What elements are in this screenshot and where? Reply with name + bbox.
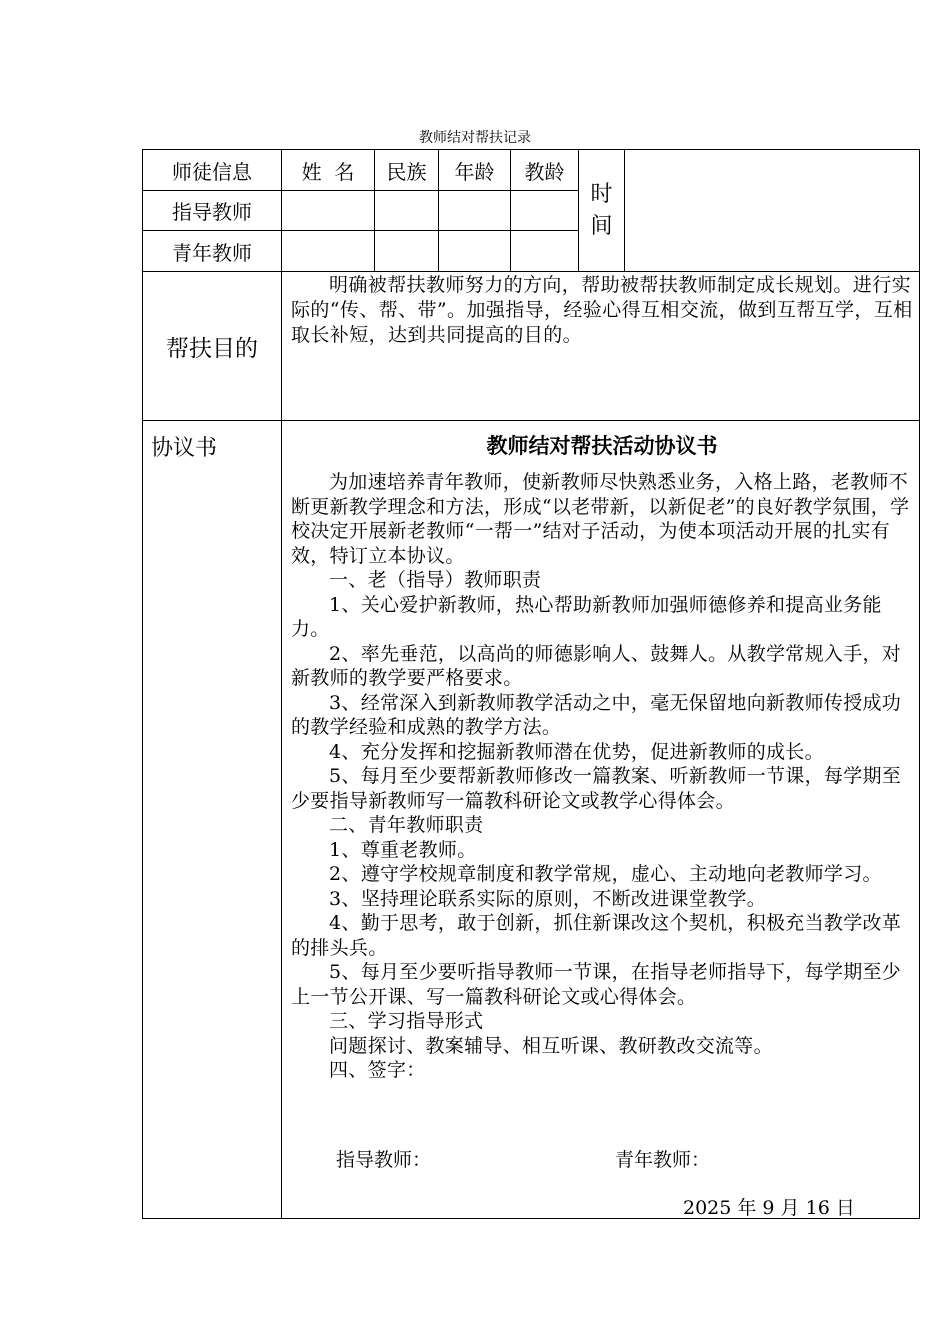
signature-young-teacher: 青年教师：	[615, 1149, 711, 1171]
agreement-section-heading: 二、青年教师职责	[329, 814, 484, 836]
time-char-1: 时	[590, 181, 613, 207]
header-label: 师徒信息	[172, 159, 252, 184]
agreement-paragraph: 2、遵守学校规章制度和教学常规，虚心、主动地向老教师学习。	[329, 863, 882, 885]
agreement-paragraph: 问题探讨、教案辅导、相互听课、教研教改交流等。	[329, 1034, 773, 1057]
row-young-teacher-label: 青年教师	[172, 240, 252, 265]
agreement-paragraph: 5、每月至少要帮新教师修改一篇教案、听新教师一节课，每学期至少要指导新教师写一篇教科研论文或教学心得体会。	[291, 765, 902, 812]
agreement-body	[291, 470, 915, 1083]
column-teaching-years: 教龄	[524, 159, 565, 184]
agreement-paragraph: 1、关心爱护新教师，热心帮助新教师加强师德修养和提高业务能力。	[291, 593, 882, 640]
agreement-label: 协议书	[151, 435, 218, 461]
agreement-paragraph: 4、勤于思考，敢于创新，抓住新课改这个契机，积极充当教学改革的排头兵。	[291, 912, 902, 959]
agreement-paragraph: 4、充分发挥和挖掘新教师潜在优势，促进新教师的成长。	[329, 740, 824, 763]
document-caption: 教师结对帮扶记录	[419, 130, 531, 146]
column-ethnicity: 民族	[386, 159, 427, 184]
agreement-paragraph: 1、尊重老教师。	[329, 838, 477, 861]
purpose-text: 明确被帮扶教师努力的方向，帮助被帮扶教师制定成长规划。进行实际的“传、帮、带”。加强指导，经验心得互相交流，做到互帮互学，互相取长补短，达到共同提高的目的。	[291, 274, 913, 346]
agreement-paragraph: 为加速培养青年教师，使新教师尽快熟悉业务，入格上路，老教师不断更新教学理念和方法，形成“以老带新，以新促老”的良好教学氛围，学校决定开展新老教师“一帮一”结对子活动，为使本项活动开展的扎实有效，特订立本协议。	[291, 471, 910, 567]
agreement-paragraph: 2、率先垂范，以高尚的师德影响人、鼓舞人。从教学常规入手，对新教师的教学要严格要求。	[291, 642, 902, 689]
row-mentor-label: 指导教师	[172, 200, 252, 224]
agreement-title: 教师结对帮扶活动协议书	[486, 434, 718, 458]
agreement-section-heading: 三、学习指导形式	[329, 1010, 484, 1032]
agreement-paragraph: 3、经常深入到新教师教学活动之中，毫无保留地向新教师传授成功的教学经验和成熟的教学方法。	[291, 691, 902, 738]
column-time	[579, 150, 624, 271]
column-name: 姓 名	[301, 159, 355, 184]
agreement-paragraph: 3、坚持理论联系实际的原则，不断改进课堂教学。	[329, 887, 766, 910]
agreement-paragraph: 5、每月至少要听指导教师一节课，在指导老师指导下，每学期至少上一节公开课、写一篇教科研论文或心得体会。	[291, 961, 902, 1008]
record-table	[142, 149, 920, 1219]
column-age: 年龄	[454, 159, 495, 184]
signature-mentor: 指导教师：	[336, 1149, 432, 1171]
agreement-section-heading: 四、签字：	[329, 1059, 426, 1081]
signing-date: 2025 年 9 月 16 日	[683, 1197, 855, 1219]
agreement-section-heading: 一、老（指导）教师职责	[329, 569, 542, 591]
time-char-2: 间	[590, 213, 613, 239]
purpose-label: 帮扶目的	[166, 335, 258, 362]
